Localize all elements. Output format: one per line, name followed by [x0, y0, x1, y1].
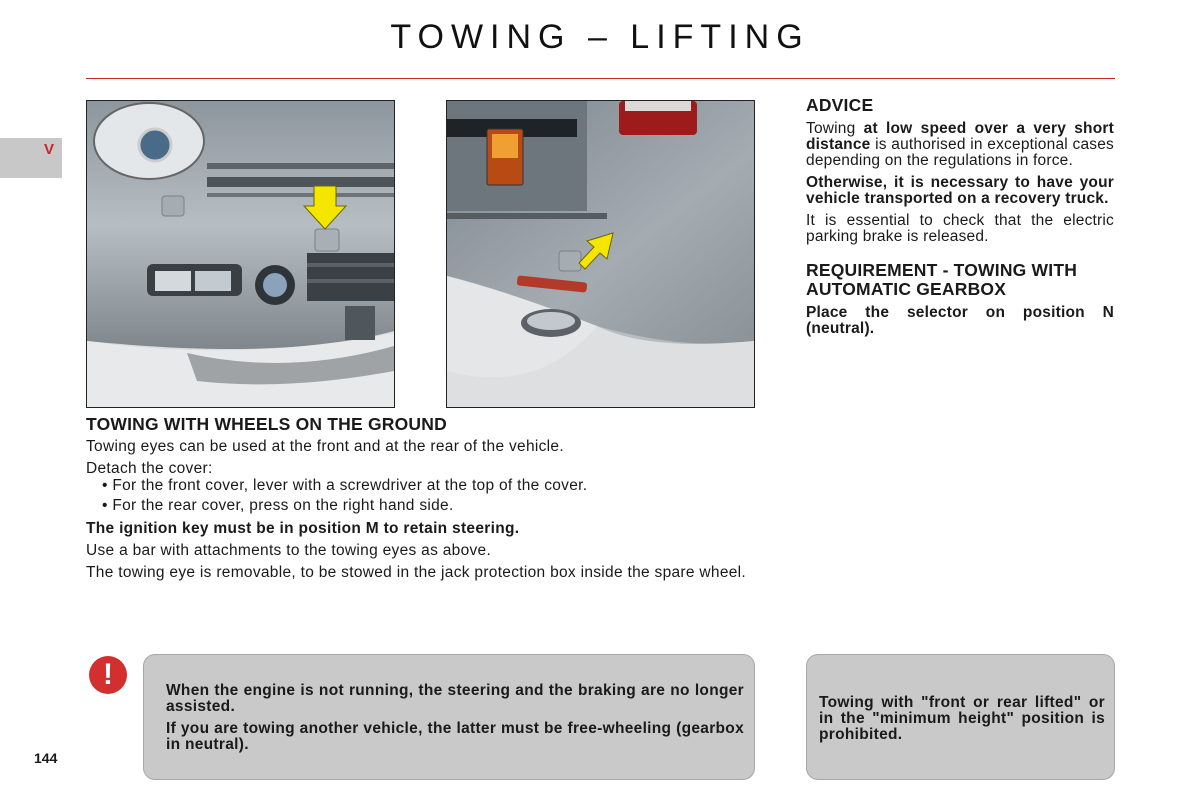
- list-item: • For the front cover, lever with a screwdriver at the top of the cover.: [102, 477, 588, 494]
- paragraph: Towing eyes can be used at the front and at the rear of the vehicle.: [86, 438, 564, 455]
- list-item: • For the rear cover, press on the right hand side.: [102, 497, 454, 514]
- paragraph: Detach the cover:: [86, 460, 213, 477]
- cover-steps-list: [102, 477, 754, 514]
- text-run: is authorised in exceptional cases depending on the regulations in force.: [806, 136, 1114, 169]
- rear-bumper-photo: [446, 100, 755, 408]
- paragraph: Use a bar with attachments to the towing eyes as above.: [86, 542, 492, 559]
- prohibition-box: [806, 654, 1115, 780]
- advice-paragraph: [806, 121, 1114, 169]
- section-heading: TOWING WITH WHEELS ON THE GROUND: [86, 414, 447, 434]
- advice-paragraph: Otherwise, it is necessary to have your vehicle transported on a recovery truck.: [806, 174, 1114, 207]
- front-bumper-photo: [86, 100, 395, 408]
- title-divider: [86, 78, 1115, 79]
- advice-heading: ADVICE: [806, 95, 874, 115]
- text-run: Towing: [806, 120, 864, 137]
- towing-wheels-section: [86, 416, 754, 586]
- warning-text: If you are towing another vehicle, the latter must be free-wheeling (gearbox in neutral).: [166, 720, 744, 753]
- front-bumper-towing-eye-photo-icon: [87, 101, 394, 407]
- advice-paragraph: It is essential to check that the electric parking brake is released.: [806, 212, 1114, 245]
- warning-text: When the engine is not running, the steering and the braking are no longer assisted.: [166, 682, 744, 715]
- requirement-paragraph: Place the selector on position N (neutral).: [806, 304, 1114, 337]
- prohibition-text: Towing with "front or rear lifted" or in the "minimum height" position is prohibited.: [819, 694, 1105, 743]
- exclamation-icon: !: [89, 656, 127, 694]
- paragraph: The towing eye is removable, to be stowed in the jack protection box inside the spare wheel.: [86, 564, 747, 581]
- text-run-bold: at low speed over a very short distance: [806, 120, 1114, 153]
- requirement-heading: REQUIREMENT - TOWING WITH AUTOMATIC GEARBOX: [806, 260, 1078, 299]
- rear-bumper-towing-eye-photo-icon: [447, 101, 754, 407]
- chapter-tab-label: V: [44, 141, 55, 158]
- page-title: TOWING – LIFTING: [390, 18, 810, 56]
- chapter-tab[interactable]: [0, 138, 62, 178]
- warning-box: [143, 654, 755, 780]
- ignition-key-note: The ignition key must be in position M to retain steering.: [86, 520, 520, 537]
- page-number: 144: [34, 750, 58, 766]
- advice-section: [806, 96, 1114, 343]
